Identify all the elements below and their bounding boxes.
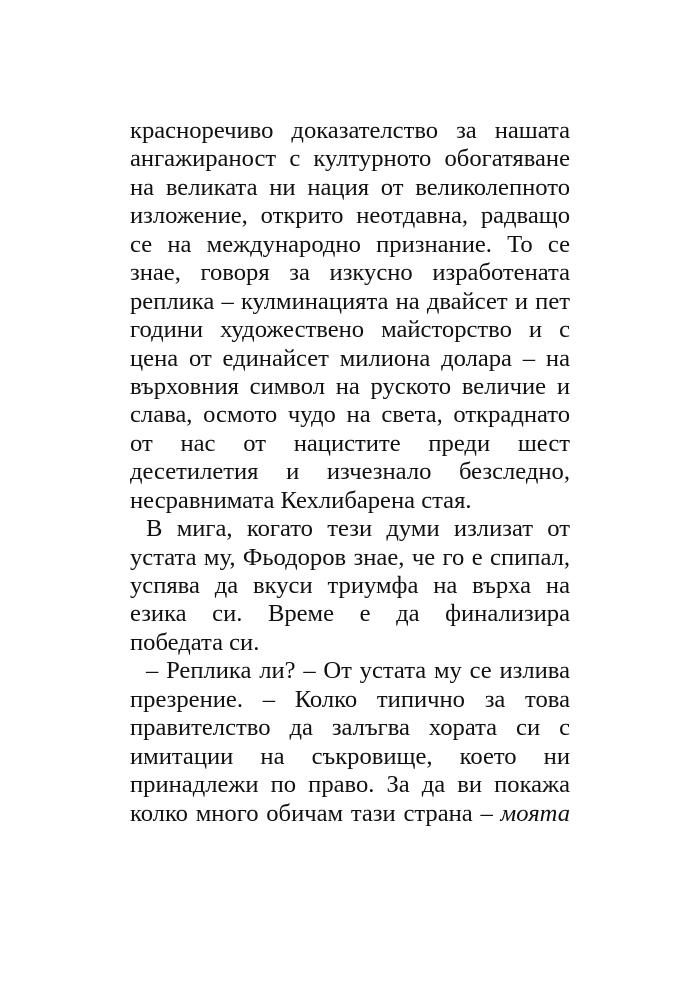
book-page-text	[130, 117, 570, 828]
text-line: от нас от нацистите преди шест	[130, 429, 570, 457]
text-line: несравнимата Кехлибарена стая.	[130, 486, 472, 514]
text-line	[130, 800, 570, 828]
text-line: години художествено майсторство и с	[130, 316, 570, 344]
text-line: правителство да залъгва хората си с	[130, 714, 570, 742]
text-line-main: колко много обичам тази страна –	[130, 799, 501, 827]
text-line: принадлежи по право. За да ви покажа	[130, 771, 570, 799]
italic-word: моята	[500, 799, 570, 827]
text-line: реплика – кулминацията на двайсет и пет	[130, 287, 570, 315]
text-line: езика си. Време е да финализира	[130, 600, 570, 628]
text-line: – Реплика ли? – От устата му се излива	[146, 657, 570, 685]
text-line: презрение. – Колко типично за това	[130, 685, 570, 713]
text-line: знае, говоря за изкусно изработената	[130, 259, 570, 287]
text-line: победата си.	[130, 628, 260, 656]
text-line: десетилетия и изчезнало безследно,	[130, 458, 570, 486]
text-line: красноречиво доказателство за нашата	[130, 117, 570, 144]
text-line: цена от единайсет милиона долара – на	[130, 344, 570, 372]
text-line: успява да вкуси триумфа на върха на	[130, 572, 570, 599]
text-line: ангажираност с културното обогатяване	[130, 145, 570, 173]
text-line: се на международно признание. То се	[130, 230, 570, 258]
text-line: на великата ни нация от великолепното	[130, 173, 570, 201]
text-line: имитации на съкровище, което ни	[130, 742, 570, 770]
text-line: изложение, открито неотдавна, радващо	[130, 202, 570, 230]
text-line: В мига, когато тези думи излизат от	[146, 515, 570, 543]
text-line: слава, осмото чудо на света, откраднато	[130, 401, 570, 429]
text-line: устата му, Фьодоров знае, че го е спипал,	[130, 543, 570, 571]
text-line: върховния символ на руското величие и	[130, 372, 570, 400]
